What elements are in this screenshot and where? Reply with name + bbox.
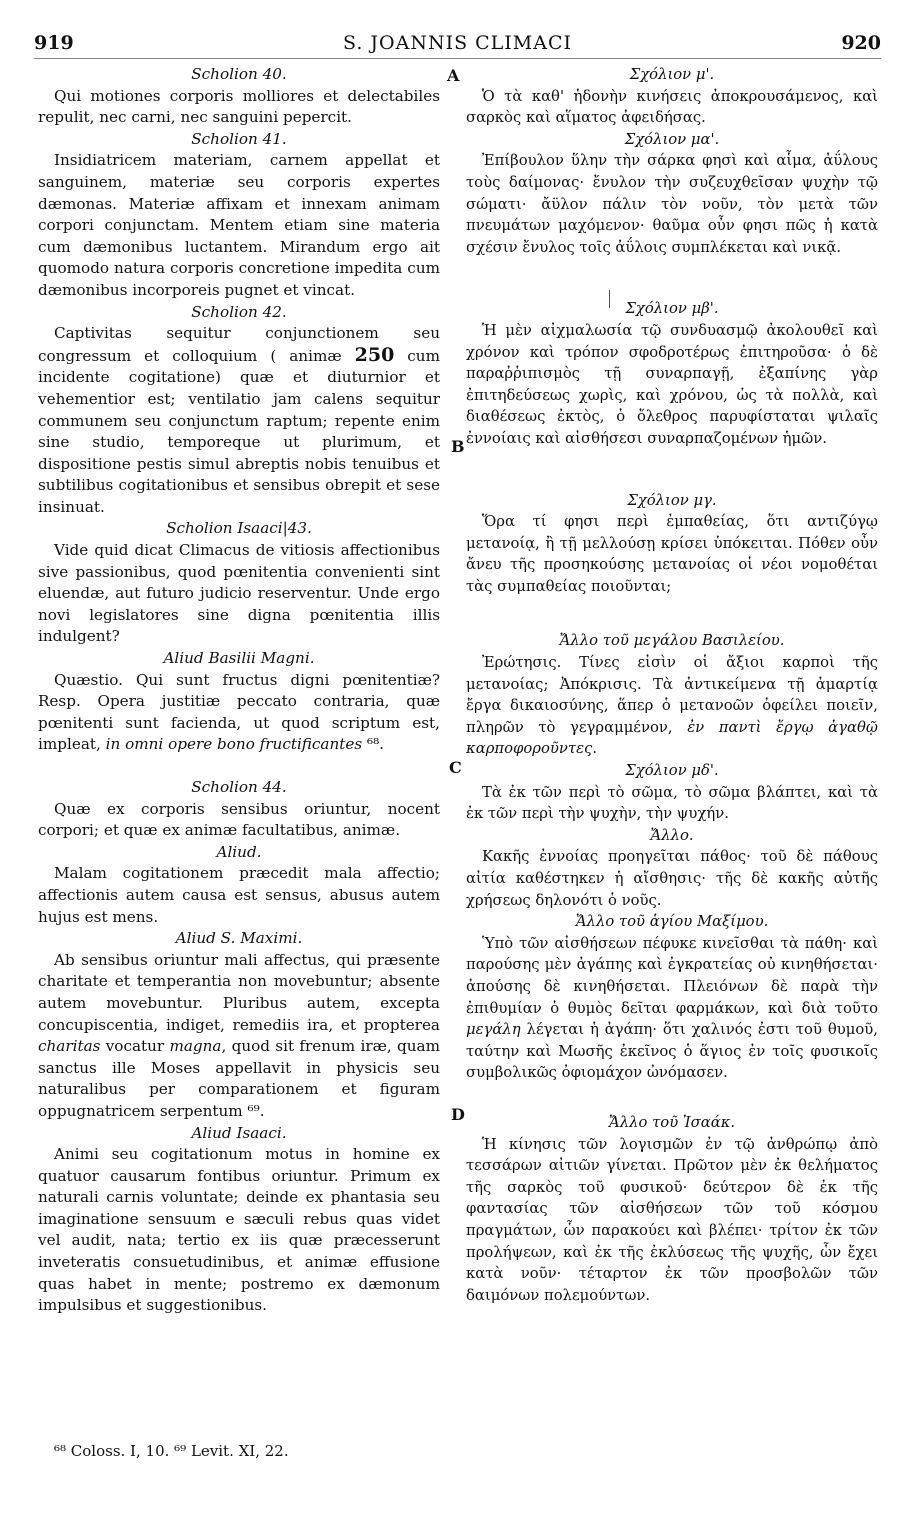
latin-paragraph-43: Vide quid dicat Climacus de vitiosis affectionibus sive passionibus, quod pœnitentia convenienti sint eluendæ, aut futuro judicio reserventur. Unde ergo novi legislatores sine digna pœnitentia illis indulgent?: [38, 541, 440, 646]
greek-heading-40: Σχόλιον μ'.: [629, 66, 715, 83]
ink-mark: [609, 290, 610, 308]
latin-paragraph-basil-text: Quæstio. Qui sunt fructus digni pœnitentiæ? Resp. Opera justitiæ peccato contraria, quæ pœnitenti sunt facienda, ut quod scriptum est, impleat,: [38, 670, 440, 754]
latin-quote-italic: in omni opere bono fructificantes: [105, 735, 363, 754]
greek-paragraph-basil: [466, 652, 878, 760]
spacer: [38, 756, 440, 777]
greek-paragraph-42: Ἡ μὲν αἰχμαλωσία τῷ συνδυασμῷ ἀκολουθεῖ καὶ χρόνον καὶ τρόπον σφοδροτέρως ἐπιτηροῦσα· ὁ δὲ παραῤῥιπισμὸς τῇ συναρπαγῇ, ἐξαπίνης γὰρ ἐπιτηδεύσεως χωρὶς, καὶ χρόνου, ὡς τὰ πολλὰ, καὶ διαθέσεως ἐκτὸς, ὁ ὄλεθρος παρυφίσταται ψιλαῖς ἐννοίαις καὶ αἰσθήσεσι συναρπαζομένων ἡμῶν.: [466, 321, 878, 447]
greek-paragraph-41: Ἐπίβουλον ὕλην τὴν σάρκα φησὶ καὶ αἷμα, ἀΰλους τοὺς δαίμονας· ἔνυλον τὴν συζευχθεῖσαν ψυχὴν τῷ σώματι· ἄϋλον πάλιν τὸν νοῦν, τὸν μετὰ τῶν πνευμάτων μαχόμενον· θαῦμα οὖν φησι πῶς ἡ κατὰ σχέσιν ἔνυλος τοῖς ἀΰλοις συμπλέκεται καὶ νικᾷ.: [466, 152, 878, 256]
latin-heading-aliud: Aliud.: [216, 842, 262, 861]
latin-heading-42: Scholion 42.: [191, 302, 287, 321]
greek-heading-isaac: Ἄλλο τοῦ Ἰσαάκ.: [608, 1113, 736, 1131]
greek-heading-42: Σχόλιον μβ'.: [625, 300, 719, 318]
latin-heading-isaac: Aliud Isaaci.: [191, 1123, 287, 1142]
greek-paragraph-basil-text: Ἐρώτησις. Τίνες εἰσὶν οἱ ἄξιοι καρποὶ τῆς μετανοίας; Ἀπόκρισις. Τὰ ἀντικείμενα τῇ ἁμαρτίᾳ ἔργα δικαιοσύνης, ἅπερ ὁ μετανοῶν ὀφείλει ποιεῖν, πληρῶν τὸ γεγραμμένον,: [466, 654, 878, 736]
latin-paragraph-maximus-part3: , quod sit frenum iræ, quam sanctus ille Moses appellavit in physicis seu naturalibus per comparationem et figuram oppugnatricem serpentum ⁶⁹.: [38, 1037, 440, 1120]
latin-paragraph-42-part1: Captivitas sequitur conjunctionem seu congressum et colloquium ( animæ: [38, 324, 440, 365]
latin-paragraph-maximus-part1: Ab sensibus oriuntur mali affectus, qui præsente charitate et temperantia non movebuntur; absente autem movebuntur. Pluribus autem, excepta concupiscentia, indiget, remediis ira, et propterea: [38, 950, 440, 1034]
latin-paragraph-40: Qui motiones corporis molliores et delectabiles repulit, nec carni, nec sanguini pepercit.: [38, 86, 440, 127]
spacer: [466, 1084, 878, 1112]
greek-paragraph-40: Ὁ τὰ καθ' ἡδονὴν κινήσεις ἀποκρουσάμενος, καὶ σαρκὸς καὶ αἵματος ἀφειδήσας.: [466, 87, 878, 127]
greek-column: [466, 64, 878, 1306]
latin-heading-basil: Aliud Basilii Magni.: [163, 649, 315, 668]
greek-heading-44: Σχόλιον μδ'.: [625, 762, 719, 780]
page-number-right: 920: [841, 32, 881, 54]
column-marker-number: 250: [354, 343, 395, 366]
latin-paragraph-44: Quæ ex corporis sensibus oriuntur, nocent corpori; et quæ ex animæ facultatibus, animæ.: [38, 799, 440, 840]
greek-heading-41: Σχόλιον μα'.: [624, 130, 720, 148]
greek-heading-maximus: Ἄλλο τοῦ ἁγίου Μαξίμου.: [575, 913, 769, 931]
margin-letter-c: C: [449, 758, 462, 777]
latin-italic-charitas: charitas: [38, 1037, 101, 1056]
latin-column: [38, 64, 440, 1317]
greek-heading-allo: Ἄλλο.: [650, 826, 694, 844]
latin-heading-43: Scholion Isaaci|43.: [166, 519, 312, 538]
greek-paragraph-maximus-part1: Ὑπὸ τῶν αἰσθήσεων πέφυκε κινεῖσθαι τὰ πάθη· καὶ παρούσης μὲν ἀγάπης καὶ ἐγκρατείας οὐ κινηθήσεται· ἀπούσης δὲ κινηθήσεται. Πλειόνων δὲ παρὰ τὴν ἐπιθυμίαν ὁ θυμὸς δεῖται φαρμάκων, καὶ διὰ τοῦτο: [466, 934, 878, 1017]
greek-paragraph-maximus: [466, 933, 878, 1084]
spacer: [466, 450, 878, 490]
footnote-ref-68: ⁶⁸.: [362, 735, 384, 754]
greek-heading-basil: Ἄλλο τοῦ μεγάλου Βασιλείου.: [559, 632, 785, 650]
latin-paragraph-42: [38, 323, 440, 518]
greek-paragraph-basil-end: .: [592, 740, 598, 758]
spacer: [466, 597, 878, 630]
greek-paragraph-isaac: Ἡ κίνησις τῶν λογισμῶν ἐν τῷ ἀνθρώπῳ ἀπὸ τεσσάρων αἰτιῶν γίνεται. Πρῶτον μὲν ἐκ θελήματος τῆς σαρκὸς τοῦ φυσικοῦ· δεύτερον δὲ ἐκ τῆς φαντασίας τῶν αἰσθήσεων τῶν τοῦ κόσμου πραγμάτων, ὧν παρακούει καὶ βλέπει· τρίτον ἐκ τῶν προλήψεων, καὶ ἐκ τῆς ἐκλύσεως τῆς ψυχῆς, ὧν ἔχει κατὰ νοῦν· τέταρτον ἐκ τῶν προσβολῶν τῶν δαιμόνων πολεμούντων.: [466, 1135, 878, 1304]
latin-paragraph-basil: [38, 670, 440, 756]
running-title: S. JOANNIS CLIMACI: [342, 32, 573, 54]
greek-paragraph-44: Τὰ ἐκ τῶν περὶ τὸ σῶμα, τὸ σῶμα βλάπτει, καὶ τὰ ἐκ τῶν περὶ τὴν ψυχὴν, τὴν ψυχήν.: [466, 783, 878, 823]
latin-heading-40: Scholion 40.: [191, 65, 287, 83]
latin-paragraph-42-part2: cum incidente cogitatione) quæ et diuturnior et vehementior est; ventilatio jam calens sequitur communem seu conjunctum raptum; repente enim sine studio, temporeque ut plurimum, et dispositione pestis simul abreptis nobis tenuibus et subtilibus cogitationibus et sensibus obrepit et sese insinuat.: [38, 346, 440, 516]
header-rule: [34, 58, 881, 59]
greek-paragraph-maximus-part2: λέγεται ἡ ἀγάπη· ὅτι χαλινός ἐστι τοῦ θυμοῦ, ταύτην καὶ Μωσῆς ἐκεῖνος ὁ ἅγιος ἐν τοῖς φυσικοῖς συμβολικῶς ὀφιομάχον ὠνόμασεν.: [466, 1021, 878, 1082]
greek-heading-43: Σχόλιον μγ.: [627, 491, 717, 509]
footnotes: ⁶⁸ Coloss. I, 10. ⁶⁹ Levit. XI, 22.: [54, 1442, 289, 1460]
latin-heading-maximus: Aliud S. Maximi.: [175, 929, 303, 948]
margin-letter-d: D: [451, 1105, 465, 1124]
latin-paragraph-maximus-part2: vocatur: [100, 1037, 170, 1056]
latin-paragraph-isaac: Animi seu cogitationum motus in homine ex quatuor causarum fontibus oriuntur. Primum ex naturali carnis voluntate; deinde ex phantasia seu imaginatione sensuum e sæculi rebus quas videt vel audit, nata; tertio ex iis quæ præcesserunt inveteratis consuetudinibus, et animæ effusione quas habet in mente; postremo ex dæmonum impulsibus et suggestionibus.: [38, 1145, 440, 1315]
latin-paragraph-41: Insidiatricem materiam, carnem appellat et sanguinem, materiæ seu corporis expertes dæmonas. Materiæ affixam et innexam animam corpori conjunctam. Mentem etiam sine materia cum dæmonibus luctantem. Mirandum ergo ait quomodo natura corporis concretione impedita cum dæmonibus incorporeis pugnet et vincat.: [38, 151, 440, 299]
latin-italic-magna: magna: [169, 1037, 222, 1056]
spacer: [466, 258, 878, 298]
margin-letter-a: A: [447, 66, 460, 85]
page-header: [34, 32, 881, 58]
margin-letter-b: B: [451, 437, 465, 456]
latin-paragraph-aliud: Malam cogitationem præcedit mala affectio; affectionis autem causa est sensus, abusus autem hujus est mens.: [38, 864, 440, 926]
latin-heading-41: Scholion 41.: [191, 129, 287, 148]
page-number-left: 919: [34, 32, 74, 54]
greek-paragraph-43: Ὅρα τί φησι περὶ ἐμπαθείας, ὅτι αντιζύγῳ μετανοίᾳ, ἢ τῇ μελλούσῃ κρίσει ὑπόκειται. Πόθεν οὖν ἄνευ τῆς προσηκούσης μετανοίας οἱ νέοι νομοθέται τὰς συμπαθείας ποιοῦνται;: [466, 513, 878, 595]
latin-heading-44: Scholion 44.: [191, 778, 287, 796]
greek-italic-megale: μεγάλη: [466, 1021, 521, 1039]
greek-quote-italic: ἐν παντὶ ἔργῳ ἀγαθῷ καρποφοροῦντες: [466, 718, 878, 758]
greek-paragraph-allo: Κακῆς ἐννοίας προηγεῖται πάθος· τοῦ δὲ πάθους αἰτία καθέστηκεν ἡ αἴσθησις· τῆς δὲ κακῆς αὐτῆς χρήσεως δηλονότι ὁ νοῦς.: [466, 848, 878, 909]
latin-paragraph-maximus: [38, 950, 440, 1123]
